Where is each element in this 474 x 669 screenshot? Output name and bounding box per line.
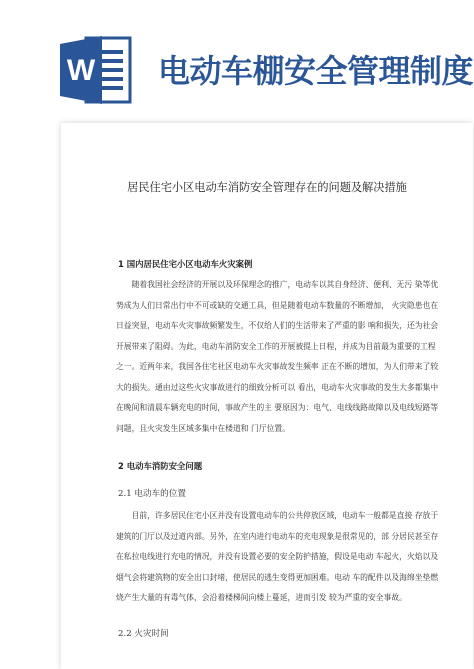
banner xyxy=(0,0,474,128)
paragraph-line: 大的损失。通由过这些火灾事故进行的细致分析可以 看出，电动车火灾事故的发生大多都集中 xyxy=(116,382,439,392)
banner-title: 电动车棚安全管理制度 xyxy=(158,52,474,90)
paragraph-line: 建筑的门厅以及过道内部。另外，在室内进行电动车的充电现象是很常见的，部 分居民甚至存 xyxy=(116,531,439,541)
document-page xyxy=(61,123,473,669)
word-icon xyxy=(60,32,132,108)
paragraph-line: 之一。近两年来，我国各住宅社区电动车火灾事故发生频率 正在不断的增加，为人们带来了较 xyxy=(116,362,439,371)
word-logo-letter: W xyxy=(66,54,96,87)
section-2-1-body xyxy=(116,506,439,609)
paragraph-line: 开展带来了阻碍。为此，电动车消防安全工作的开展被提上日程，并成为目前最为重要的工程 xyxy=(116,341,436,351)
paragraph-line: 日益突显，电动车火灾事故频繁发生，不仅给人们的生活带来了严重的影 响和损失，还为社会 xyxy=(116,321,439,330)
paragraph-line: 在私拉电线进行充电的情况，并没有设置必要的安全防护措施，假设是电动 车起火，火焰以及 xyxy=(116,552,439,561)
section-2-1-heading: 2.1 电动车的位置 xyxy=(118,489,186,499)
paragraph-line: 势成为人们日常出行中不可或缺的交通工具，但是随着电动车数量的不断增加， 火灾隐患也在 xyxy=(116,300,439,310)
paragraph-line: 烟气会将建筑物的安全出口封堵，使居民的逃生变得更加困难。电动 车的配件以及海绵坐垫燃 xyxy=(116,572,439,582)
paragraph-line: 烧产生大量的有毒气体，会沿着楼梯间向楼上蔓延，进而引发 较为严重的安全事故。 xyxy=(116,593,407,602)
section-1-heading: 1 国内居民住宅小区电动车火灾案例 xyxy=(118,259,253,269)
document-title: 居民住宅小区电动车消防安全管理存在的问题及解决措施 xyxy=(127,181,407,194)
paragraph-line: 目前，许多居民住宅小区并没有设置电动车的公共停放区域，电动车一般都是直接 存放于 xyxy=(116,511,439,520)
section-2-heading: 2 电动车消防安全问题 xyxy=(118,461,203,471)
paragraph-line: 问题，且火灾发生区域多集中在楼道和 门厅位置。 xyxy=(116,423,291,433)
paragraph-line: 随着我国社会经济的开展以及环保理念的推广，电动车以其自身经济、便利、无污 染等优 xyxy=(116,280,439,289)
paragraph-line: 在晚间和清晨车辆充电的时间，事故产生的主 要原因为：电气、电线线路故障以及电线短路等 xyxy=(116,403,439,412)
section-2-2-heading: 2.2 火灾时间 xyxy=(118,629,169,639)
section-1-body xyxy=(116,275,439,439)
